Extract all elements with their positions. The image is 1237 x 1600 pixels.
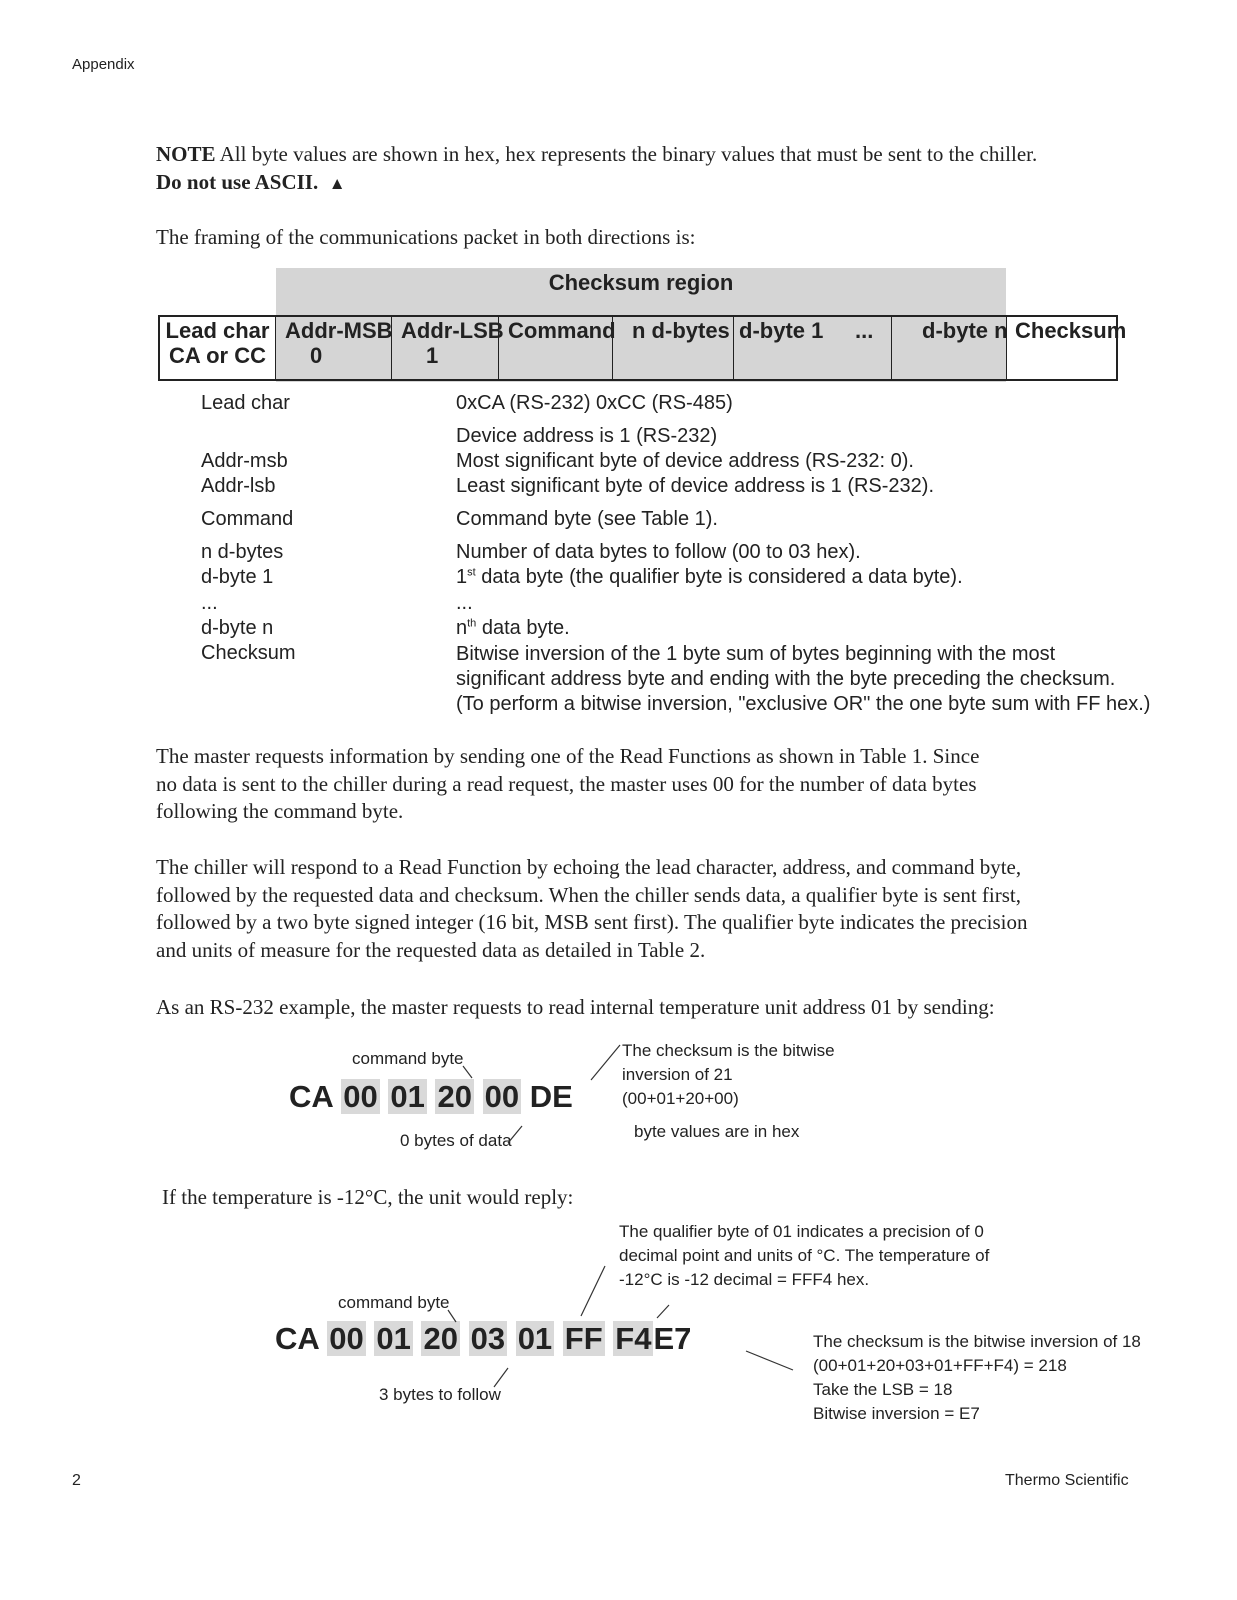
def-term-addr-lsb: Addr-lsb xyxy=(201,475,276,497)
example1-byte: 20 xyxy=(437,1079,472,1114)
example1-byte: 00 xyxy=(343,1079,378,1114)
def-term-dbyte1: d-byte 1 xyxy=(201,566,274,588)
def-term-ellipsis: ... xyxy=(201,592,218,614)
cell-checksum: Checksum xyxy=(1015,318,1127,343)
example1-hex-note: byte values are in hex xyxy=(634,1122,800,1141)
callout-line xyxy=(463,1066,472,1078)
example2-checksum-note: The checksum is the bitwise inversion of 18 (00+01+20+03+01+FF+F4) = 218 Take the LSB = 18 Bitwise inversion = E7 xyxy=(813,1332,1141,1423)
cell-dbyte1: d-byte 1 xyxy=(739,318,824,343)
def-term-lead-char: Lead char xyxy=(201,392,290,414)
paragraph-example-intro: As an RS-232 example, the master requests to read internal temperature unit address 01 by sending: xyxy=(156,995,995,1019)
def-desc-ellipsis: ... xyxy=(456,592,473,614)
cell-lead-char: Lead char CA or CC xyxy=(165,318,270,368)
example2-byte: F4 xyxy=(615,1321,652,1356)
example1-byte: 00 xyxy=(484,1079,520,1114)
callout-line xyxy=(508,1126,522,1143)
def-device-address: Device address is 1 (RS-232) xyxy=(456,425,718,447)
def-desc-dbyten: $n^{th}$ data byte. xyxy=(456,617,570,639)
example2-byte: 01 xyxy=(376,1321,411,1356)
footer-brand: Thermo Scientific xyxy=(1005,1472,1129,1489)
def-desc-n-dbytes: Number of data bytes to follow (00 to 03 hex). xyxy=(456,541,861,563)
paragraph-reply-intro: If the temperature is -12°C, the unit would reply: xyxy=(162,1185,574,1209)
paragraph-read-request: The master requests information by sending one of the Read Functions as shown in Table 1. Since no data is sent to the chiller during a read request, the master uses 00 for the number of data bytes following the command byte. xyxy=(156,744,980,823)
page-number: 2 xyxy=(72,1472,81,1489)
cell-n-dbytes: n d-bytes xyxy=(632,318,730,343)
callout-line xyxy=(494,1368,508,1387)
def-desc-dbyte1: 1st data byte (the qualifier byte is considered a data byte). xyxy=(456,566,963,588)
note-text: All byte values are shown in hex, hex represents the binary values that must be sent to the chiller. xyxy=(215,142,1038,166)
paragraph-response: The chiller will respond to a Read Function by echoing the lead character, address, and command byte, followed by the requested data and checksum. When the chiller sends data, a qualifier byte is sent first, followed by a two byte signed integer (16 bit, MSB sent first). The qualifier byte indicates the precision and units of measure for the requested data as detailed in Table 2. xyxy=(156,855,1028,962)
callout-line xyxy=(657,1305,669,1318)
def-desc-addr-msb: Most significant byte of device address (RS-232: 0). xyxy=(456,450,914,472)
cell-addr-msb: Addr-MSB 0 xyxy=(285,318,393,368)
running-header: Appendix xyxy=(72,56,135,73)
callout-line xyxy=(746,1351,793,1370)
def-desc-addr-lsb: Least significant byte of device address is 1 (RS-232). xyxy=(456,475,935,497)
example2-byte: 03 xyxy=(470,1321,506,1356)
example2-byte: 00 xyxy=(329,1321,364,1356)
cell-addr-lsb: Addr-LSB 1 xyxy=(401,318,504,368)
callout-line xyxy=(591,1045,620,1080)
note-label: NOTE xyxy=(156,142,216,166)
def-term-dbyten: d-byte n xyxy=(201,617,274,639)
cell-ellipsis: ... xyxy=(855,318,874,343)
callout-line xyxy=(581,1266,605,1316)
example1-checksum-note: The checksum is the bitwise inversion of 21 (00+01+20+00) xyxy=(622,1041,835,1108)
def-desc-lead-char: 0xCA (RS-232) 0xCC (RS-485) xyxy=(456,392,733,414)
example2-byte: FF xyxy=(564,1321,603,1356)
end-mark-icon: ▲ xyxy=(328,174,346,193)
example2-qualifier-note: The qualifier byte of 01 indicates a precision of 0 decimal point and units of °C. The temperature of -12°C is -12 decimal = FFF4 hex. xyxy=(619,1222,990,1289)
example2-byte: 20 xyxy=(423,1321,458,1356)
cell-command: Command xyxy=(508,318,616,343)
example2-byte: E7 xyxy=(653,1321,692,1356)
framing-intro: The framing of the communications packet in both directions is: xyxy=(156,225,696,249)
def-term-command: Command xyxy=(201,508,294,530)
checksum-region-title: Checksum region xyxy=(548,270,734,295)
example1-command-note: command byte xyxy=(352,1049,464,1068)
example2-byte: CA xyxy=(275,1321,319,1356)
callout-line xyxy=(448,1310,456,1322)
example1-zero-note: 0 bytes of data xyxy=(400,1131,512,1150)
note-warning: Do not use ASCII. xyxy=(156,170,319,194)
example2-command-note: command byte xyxy=(338,1293,450,1312)
example1-byte: CA xyxy=(289,1079,333,1114)
cell-dbyten: d-byte n xyxy=(922,318,1008,343)
def-term-checksum: Checksum xyxy=(201,642,296,664)
example2-follow-note: 3 bytes to follow xyxy=(379,1385,501,1404)
def-term-addr-msb: Addr-msb xyxy=(201,450,288,472)
def-desc-command: Command byte (see Table 1). xyxy=(456,508,718,530)
example2-byte: 01 xyxy=(517,1321,553,1356)
def-term-n-dbytes: n d-bytes xyxy=(201,541,284,563)
def-desc-checksum: Bitwise inversion of the 1 byte sum of bytes beginning with the most significant address byte and ending with the byte preceding the checksum. (To perform a bitwise inversion, "exclusive OR" the one byte sum with FF hex.) xyxy=(456,643,1151,715)
example1-byte: 01 xyxy=(390,1079,425,1114)
example1-byte: DE xyxy=(529,1079,573,1114)
